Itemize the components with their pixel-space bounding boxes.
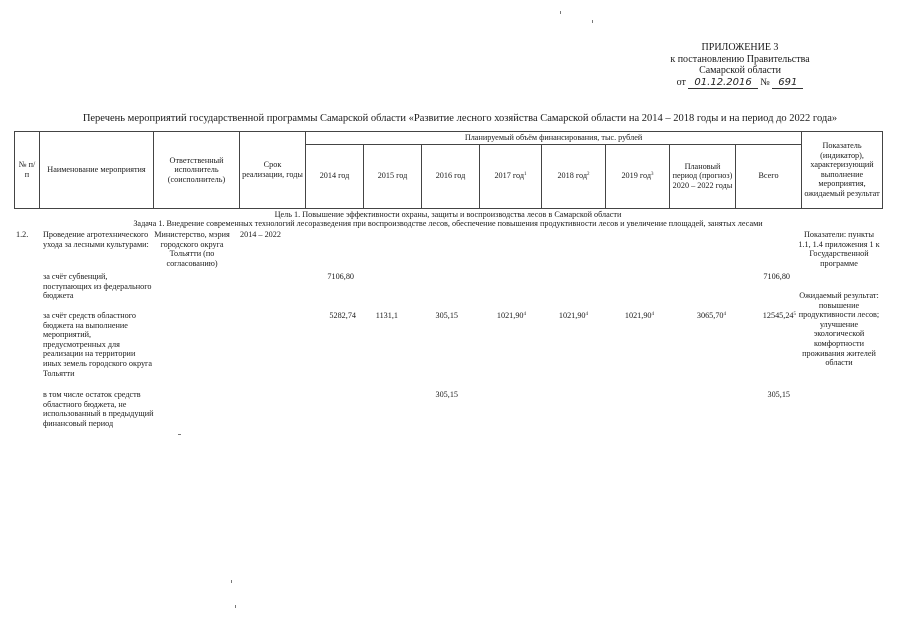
- row-name: Проведение агротехнического ухода за лесными культурами:: [43, 230, 149, 249]
- task-line: Задача 1. Внедрение современных технологий лесоразведения при воспроизводстве лесов, обеспечение повышения продуктивности лесов и увеличение площадей, занятых лесами: [133, 219, 763, 228]
- subrow-regional-2014: 5282,74: [329, 311, 356, 320]
- col-year-2018: 2018 год$^2$: [542, 144, 606, 208]
- col-plan-header: Плановый период (прогноз) 2020 – 2022 годы: [670, 144, 736, 208]
- col-year-2015: 2015 год: [364, 144, 422, 208]
- row-executor: Министерство, мэрия городского округа Тольятти (по согласованию): [154, 230, 230, 268]
- number-prefix: №: [760, 76, 770, 88]
- col-year-2019: 2019 год$^3$: [606, 144, 670, 208]
- col-year-2017: 2017 год$^1$: [480, 144, 542, 208]
- row-number: 1.2.: [16, 230, 29, 239]
- subrow-regional-2017: 1021,90$^4$: [496, 311, 526, 320]
- col-year-2016: 2016 год: [422, 144, 480, 208]
- subrow-remainder-label: в том числе остаток средств областного бюджета, не использованный в предыдущий финансовый период: [43, 390, 154, 428]
- col-executor-header: Ответственный исполнитель (соисполнитель): [154, 132, 240, 209]
- col-financing-header: Планируемый объём финансирования, тыс. рублей: [306, 132, 802, 145]
- col-number-header: № п/п: [15, 132, 40, 209]
- handwritten-number: 691: [778, 76, 798, 88]
- col-name-header: Наименование мероприятия: [40, 132, 154, 209]
- subrow-federal-2014: 7106,80: [327, 272, 354, 281]
- col-year-2014: 2014 год: [306, 144, 364, 208]
- date-prefix: от: [676, 76, 686, 88]
- subrow-regional-plan: 3065,70$^4$: [696, 311, 726, 320]
- indicator-bottom: Ожидаемый результат: повышение продуктивности лесов; улучшение экологической комфортности проживания жителей области: [798, 291, 880, 368]
- appendix-subtitle: к постановлению Правительства: [670, 53, 810, 65]
- subrow-regional-2015: 1131,1: [375, 311, 398, 320]
- subrow-remainder-total: 305,15: [767, 390, 790, 399]
- appendix-date-line: [620, 77, 860, 90]
- scan-speck: [592, 20, 593, 23]
- handwritten-date: 01.12.2016: [694, 76, 752, 88]
- goal-line: Цель 1. Повышение эффективности охраны, защиты и воспроизводства лесов в Самарской области: [274, 210, 622, 219]
- subrow-regional-2016: 305,15: [435, 311, 458, 320]
- subrow-regional-2018: 1021,90$^4$: [558, 311, 588, 320]
- subrow-regional-2019: 1021,90$^4$: [624, 311, 654, 320]
- appendix-block: [620, 42, 860, 89]
- appendix-region: Самарской области: [699, 65, 781, 76]
- document-title: Перечень мероприятий государственной программы Самарской области «Развитие лесного хозяйства Самарской области на 2014 – 2018 годы и на период до 2022 года»: [82, 113, 838, 124]
- col-indicator-header: Показатель (индикатор), характеризующий выполнение мероприятия, ожидаемый результат: [802, 132, 883, 209]
- scan-speck: [235, 605, 236, 608]
- indicator-top: Показатели: пункты 1.1, 1.4 приложения 1 к Государственной программе: [798, 230, 880, 268]
- subrow-remainder-2016: 305,15: [435, 390, 458, 399]
- col-term-header: Срок реализации, годы: [240, 132, 306, 209]
- subrow-regional-label: за счёт средств областного бюджета на выполнение мероприятий, предусмотренных для реализации на территории иных земель городского округа Тольятти: [43, 311, 153, 378]
- appendix-title: ПРИЛОЖЕНИЕ 3: [701, 42, 779, 53]
- subrow-federal-label: за счёт субвенций, поступающих из федерального бюджета: [43, 272, 152, 301]
- col-total-header: Всего: [736, 144, 802, 208]
- subrow-federal-total: 7106,80: [763, 272, 790, 281]
- scan-speck: [178, 434, 181, 435]
- scan-speck: [560, 11, 561, 14]
- header-table: [14, 131, 883, 209]
- scan-speck: [231, 580, 232, 583]
- subrow-regional-total: 12545,24$^5$: [762, 311, 796, 320]
- row-term: 2014 – 2022: [240, 230, 281, 239]
